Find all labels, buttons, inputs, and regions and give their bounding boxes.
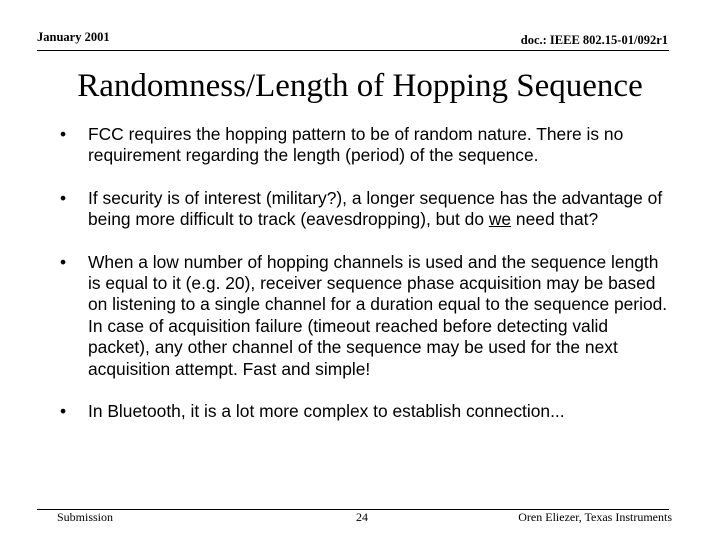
bullet-marker: • <box>60 401 67 422</box>
bullet-text: In Bluetooth, it is a lot more complex to establish connection... <box>88 401 565 422</box>
slide-title: Randomness/Length of Hopping Sequence <box>77 68 643 104</box>
bullet-text: FCC requires the hopping pattern to be of random nature. There is no requirement regarding the length (period) of the sequence. <box>88 124 624 166</box>
bullet-text: If security is of interest (military?), a longer sequence has the advantage of being more difficult to track (eavesdropping), but do <box>88 187 663 230</box>
bullet-item <box>60 252 670 380</box>
bullet-text-end: need that? <box>511 209 599 230</box>
page-number: 24 <box>356 510 368 524</box>
footer-author: Oren Eliezer, Texas Instruments <box>518 510 672 524</box>
footer-submission: Submission <box>57 510 114 524</box>
header-doc-id: doc.: IEEE 802.15-01/092r1 <box>520 33 668 47</box>
bullet-marker: • <box>60 187 67 208</box>
bullet-item <box>60 124 670 167</box>
bullet-item <box>60 188 670 231</box>
bullet-marker: • <box>60 124 67 144</box>
header-divider <box>37 50 669 51</box>
bullet-list <box>60 124 670 422</box>
bullet-text: When a low number of hopping channels is used and the sequence length is equal to it (e.g. 20), receiver sequence phase acquisition may be based on listening to a single channel for a duration equal to the sequence period. In case of acquisition failure (timeout reached before detecting valid packet), any other channel of the sequence may be used for the next acquisition attempt. Fast and simple! <box>88 251 668 379</box>
bullet-item <box>60 401 670 422</box>
bullet-emphasis: we <box>488 209 512 230</box>
header-date: January 2001 <box>37 30 110 44</box>
bullet-marker: • <box>60 251 67 272</box>
